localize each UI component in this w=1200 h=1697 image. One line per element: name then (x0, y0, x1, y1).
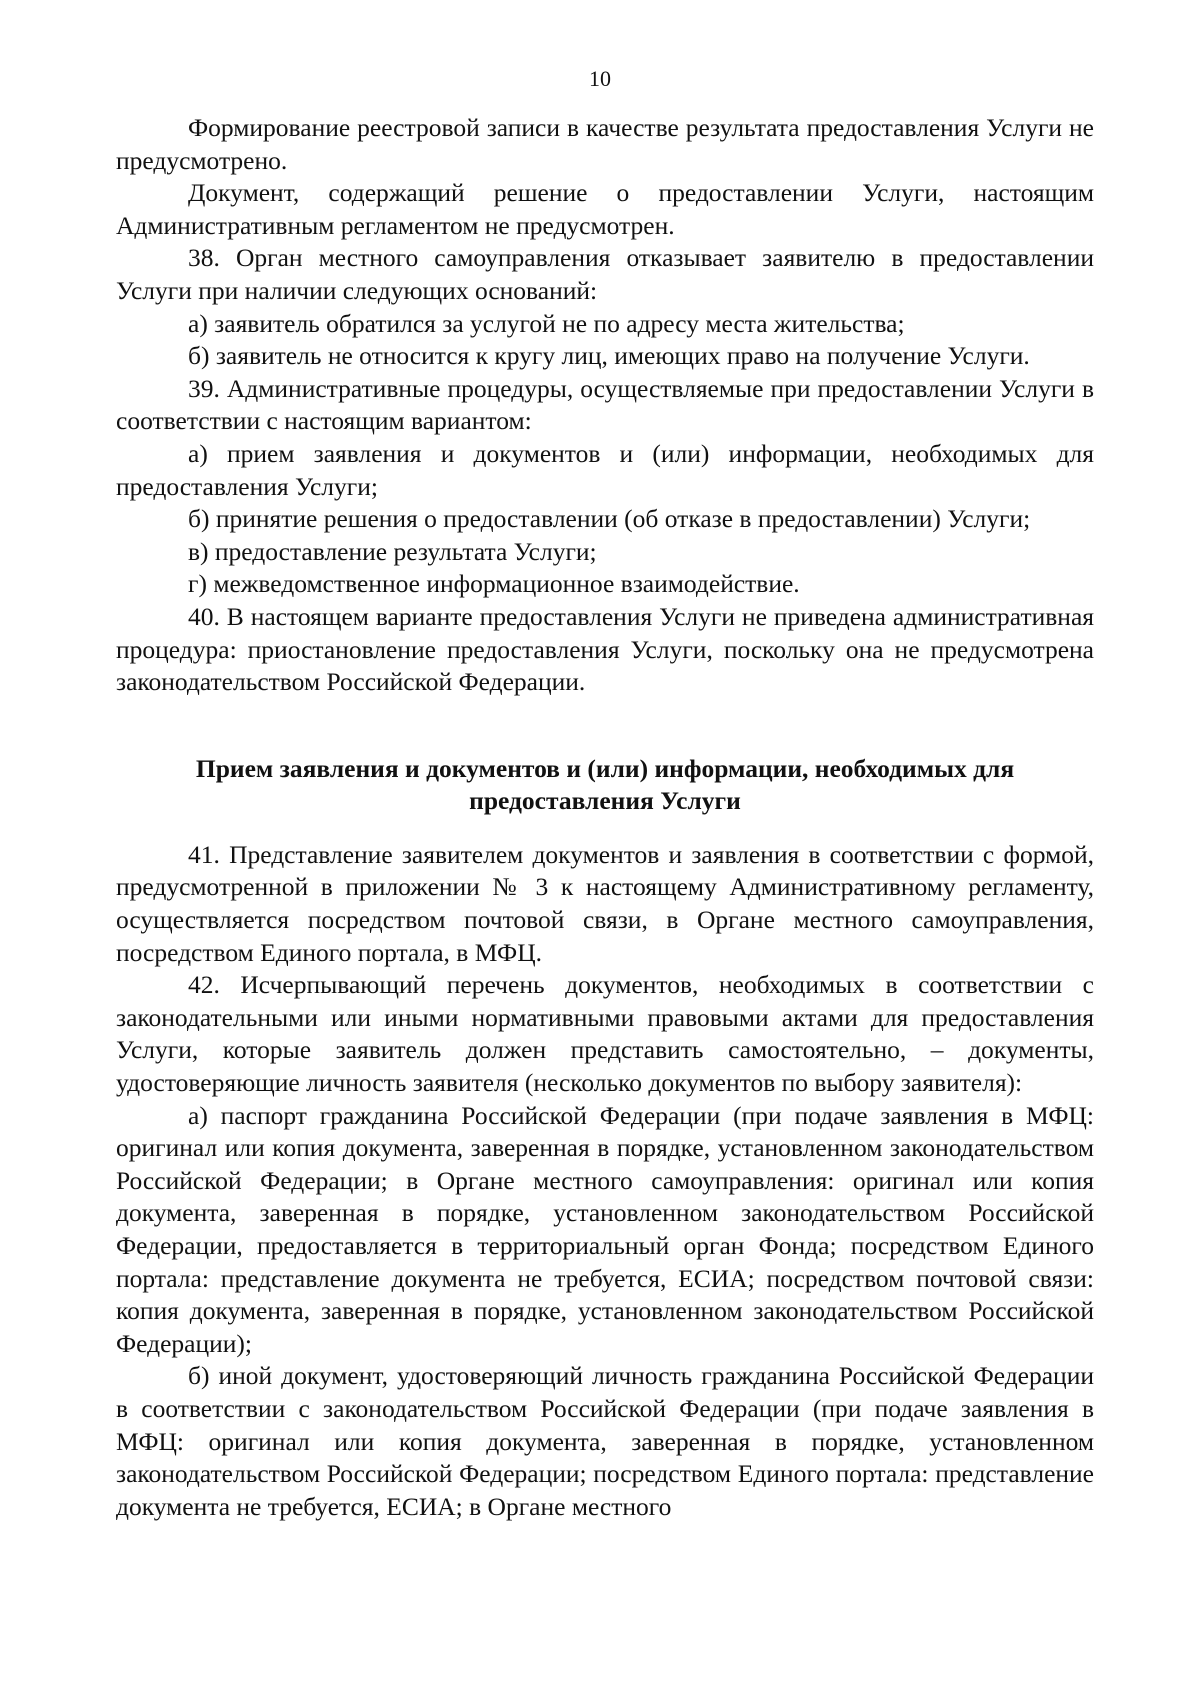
paragraph-decision-document: Документ, содержащий решение о предоставлении Услуги, настоящим Административным регламентом не предусмотрен. (116, 178, 1094, 240)
paragraph-42-b: б) иной документ, удостоверяющий личность гражданина Российской Федерации в соответствии с законодательством Российской Федерации (при подаче заявления в МФЦ: оригинал или копия документа, заверенная в порядке, установленном законодательством Российской Федерации; посредством Единого портала: представление документа не требуется, ЕСИА; в Органе местного (116, 1361, 1094, 1521)
paragraph-38: 38. Орган местного самоуправления отказывает заявителю в предоставлении Услуги при наличии следующих оснований: (116, 243, 1094, 305)
paragraph-41: 41. Представление заявителем документов и заявления в соответствии с формой, предусмотренной в приложении № 3 к настоящему Административному регламенту, осуществляется посредством почтовой связи, в Органе местного самоуправления, посредством Единого портала, в МФЦ. (116, 839, 1094, 967)
paragraph-39-b: б) принятие решения о предоставлении (об отказе в предоставлении) Услуги; (188, 504, 1031, 534)
document-body (116, 112, 1094, 1523)
paragraph-39-v: в) предоставление результата Услуги; (188, 536, 597, 566)
paragraph-39-g: г) межведомственное информационное взаимодействие. (188, 569, 800, 599)
paragraph-39-a: а) прием заявления и документов и (или) информации, необходимых для предоставления Услуги; (116, 438, 1094, 501)
paragraph-38-a: а) заявитель обратился за услугой не по адресу места жительства; (188, 308, 905, 338)
page-number: 10 (589, 66, 611, 91)
paragraph-42-a: а) паспорт гражданина Российской Федерации (при подаче заявления в МФЦ: оригинал или копия документа, заверенная в порядке, установленном законодательством Российской Федерации; в Органе местного самоуправления: оригинал или копия документа, заверенная в порядке, установленном законодательством Российской Федерации, предоставляется в территориальный орган Фонда; посредством Единого портала: представление документа не требуется, ЕСИА; посредством почтовой связи: копия документа, заверенная в порядке, установленном законодательством Российской Федерации); (116, 1100, 1094, 1358)
paragraph-39: 39. Административные процедуры, осуществляемые при предоставлении Услуги в соответствии с настоящим вариантом: (116, 373, 1094, 436)
paragraph-40: 40. В настоящем варианте предоставления Услуги не приведена административная процедура: приостановление предоставления Услуги, поскольку она не предусмотрена законодательством Российской Федерации. (116, 601, 1094, 697)
paragraph-result-record: Формирование реестровой записи в качестве результата предоставления Услуги не предусмотрено. (116, 113, 1094, 175)
paragraph-42: 42. Исчерпывающий перечень документов, необходимых в соответствии с законодательными или иными нормативными правовыми актами для предоставления Услуги, которые заявитель должен представить самостоятельно, – документы, удостоверяющие личность заявителя (несколько документов по выбору заявителя): (116, 970, 1094, 1098)
paragraph-38-b: б) заявитель не относится к кругу лиц, имеющих право на получение Услуги. (188, 341, 1030, 371)
section-heading: Прием заявления и документов и (или) информации, необходимых для предоставления Услуги (195, 753, 1015, 816)
